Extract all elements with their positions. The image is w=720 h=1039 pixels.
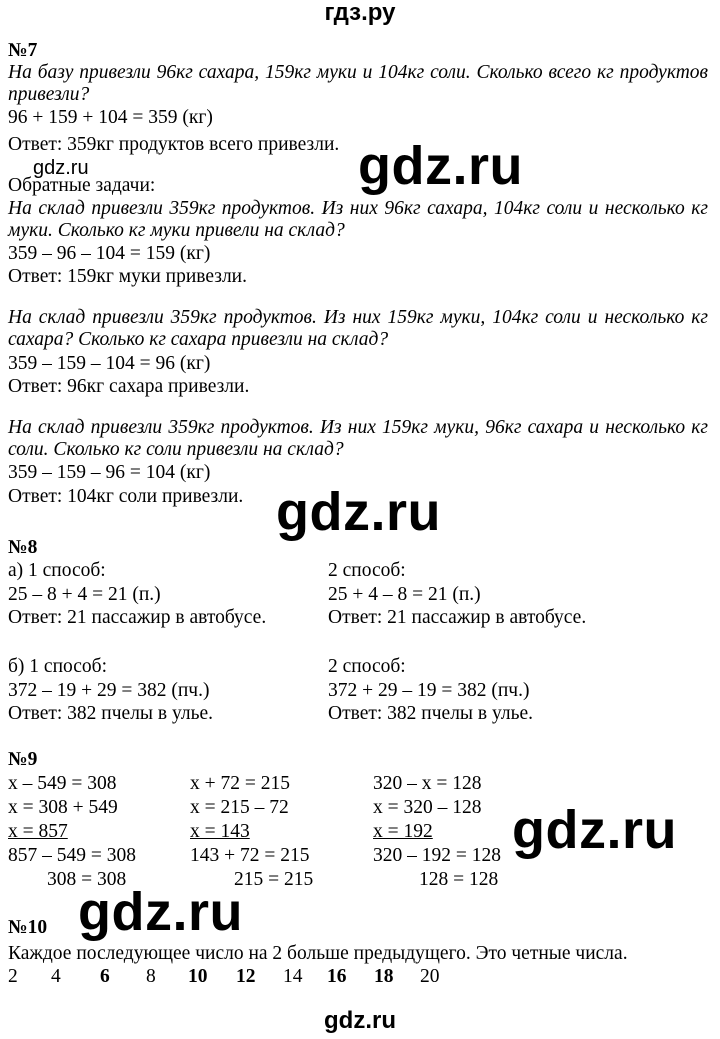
equation-solution: x = 857 [8,821,68,842]
equation-check-result: 308 = 308 [47,869,127,890]
sequence-number: 10 [188,966,208,987]
equation-solution: x = 192 [373,821,433,842]
number-sequence [0,966,720,990]
task7-equation: 96 + 159 + 104 = 359 (кг) [8,107,213,128]
task8-b-method1-title: б) 1 способ: [8,656,107,677]
reverse-problem-3-equation: 359 – 159 – 96 = 104 (кг) [8,462,211,483]
equation-solution: x = 143 [190,821,250,842]
task7-problem: На базу привезли 96кг сахара, 159кг муки и 104кг соли. Сколько всего кг продуктов привезли? [8,62,708,105]
task8-b-method1-equation: 372 – 19 + 29 = 382 (пч.) [8,680,210,701]
equation-check: 857 – 549 = 308 [8,845,136,866]
task9-number: №9 [8,749,38,770]
reverse-problem-1-equation: 359 – 96 – 104 = 159 (кг) [8,243,211,264]
task8-a-method1-title: а) 1 способ: [8,560,106,581]
reverse-problem-2: На склад привезли 359кг продуктов. Из них 159кг муки, 104кг соли и несколько кг сахара? Сколько кг сахара привезли на склад? [8,307,708,350]
site-header: гдз.ру [324,0,396,26]
task8-b-method2-answer: Ответ: 382 пчелы в улье. [328,703,534,724]
sequence-number: 14 [283,966,303,987]
task10-text: Каждое последующее число на 2 больше предыдущего. Это четные числа. [8,943,628,964]
equation-line: x – 549 = 308 [8,773,117,794]
task8-b-method1-answer: Ответ: 382 пчелы в улье. [8,703,214,724]
reverse-problem-3-answer: Ответ: 104кг соли привезли. [8,486,244,507]
equation-line: 320 – x = 128 [373,773,482,794]
equation-line: x = 215 – 72 [190,797,289,818]
task8-a-method2-title: 2 способ: [328,560,406,581]
task8-a-method2-equation: 25 + 4 – 8 = 21 (п.) [328,584,481,605]
reverse-problem-2-equation: 359 – 159 – 104 = 96 (кг) [8,353,211,374]
task8-a-method2-answer: Ответ: 21 пассажир в автобусе. [328,607,587,628]
task8-b-method2-equation: 372 + 29 – 19 = 382 (пч.) [328,680,530,701]
equation-check-result: 128 = 128 [419,869,499,890]
task8-b-method2-title: 2 способ: [328,656,406,677]
task8-a-method1-equation: 25 – 8 + 4 = 21 (п.) [8,584,161,605]
equation-line: x = 320 – 128 [373,797,482,818]
watermark: gdz.ru [358,136,523,196]
equation-check: 320 – 192 = 128 [373,845,501,866]
watermark: gdz.ru [512,800,677,860]
task8-number: №8 [8,537,38,558]
task7-answer: Ответ: 359кг продуктов всего привезли. [8,134,340,155]
equation-check-result: 215 = 215 [234,869,314,890]
reverse-problem-2-answer: Ответ: 96кг сахара привезли. [8,376,250,397]
equation-line: x = 308 + 549 [8,797,118,818]
sequence-number: 4 [51,966,61,987]
sequence-number: 16 [327,966,347,987]
footer-watermark: gdz.ru [324,1007,396,1034]
watermark-small: gdz.ru [33,157,89,179]
reverse-problems-title: Обратные задачи: [8,175,156,196]
sequence-number: 8 [146,966,156,987]
watermark: gdz.ru [276,482,441,542]
sequence-number: 12 [236,966,256,987]
sequence-number: 2 [8,966,18,987]
equation-line: x + 72 = 215 [190,773,290,794]
task8-a-method1-answer: Ответ: 21 пассажир в автобусе. [8,607,267,628]
sequence-number: 18 [374,966,394,987]
watermark: gdz.ru [78,882,243,942]
equation-check: 143 + 72 = 215 [190,845,310,866]
reverse-problem-3: На склад привезли 359кг продуктов. Из них 159кг муки, 96кг сахара и несколько кг соли. Сколько кг соли привезли на склад? [8,417,708,460]
sequence-number: 20 [420,966,440,987]
task10-number: №10 [8,917,48,938]
reverse-problem-1-answer: Ответ: 159кг муки привезли. [8,266,247,287]
sequence-number: 6 [100,966,110,987]
task7-number: №7 [8,40,38,61]
reverse-problem-1: На склад привезли 359кг продуктов. Из них 96кг сахара, 104кг соли и несколько кг муки. Сколько кг муки привели на склад? [8,198,708,241]
